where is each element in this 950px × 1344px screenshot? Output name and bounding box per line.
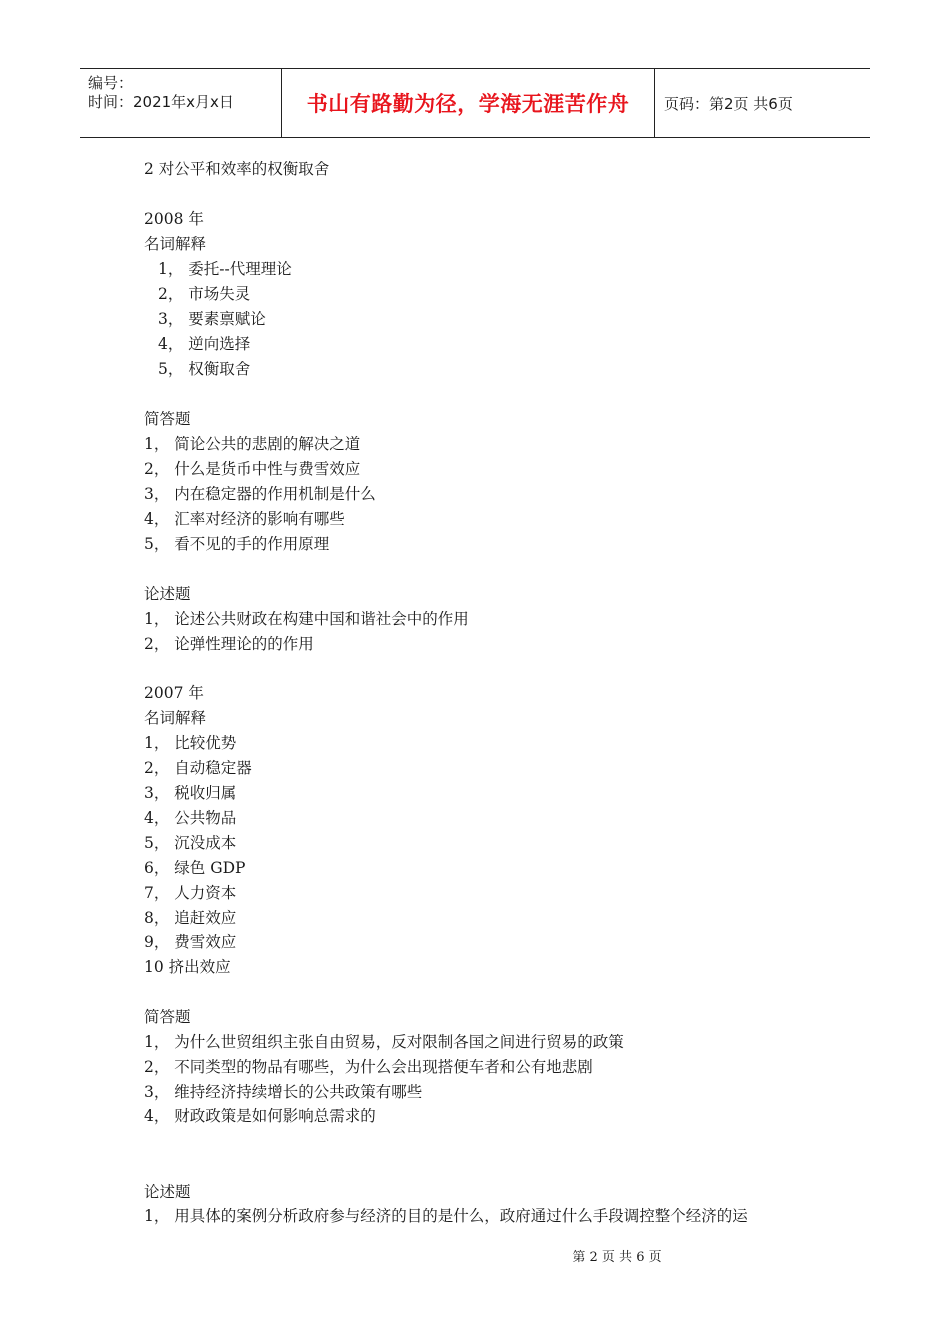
page-footer [0, 1246, 950, 1265]
year-heading: 2007 年 [144, 684, 204, 702]
header-motto-cell [281, 69, 655, 137]
list-item: 9， 费雪效应 [144, 933, 237, 951]
header-page-label: 页码：第2页 共6页 [664, 94, 793, 113]
section-heading: 论述题 [144, 585, 191, 603]
list-item: 5， 沉没成本 [144, 834, 237, 852]
year-heading: 2008 年 [144, 210, 204, 228]
list-item: 1， 比较优势 [144, 734, 237, 752]
list-item: 1， 用具体的案例分析政府参与经济的目的是什么，政府通过什么手段调控整个经济的运 [144, 1207, 748, 1225]
list-item: 4， 逆向选择 [158, 335, 251, 353]
list-item: 1， 简论公共的悲剧的解决之道 [144, 435, 361, 453]
list-item: 2， 论弹性理论的的作用 [144, 635, 314, 653]
header-info-cell [80, 69, 281, 137]
section-heading: 名词解释 [144, 235, 207, 253]
list-item: 8， 追赶效应 [144, 909, 237, 927]
page-number: 第 2 页 共 6 页 [572, 1250, 662, 1265]
list-item: 3， 税收归属 [144, 784, 237, 802]
section-heading: 名词解释 [144, 709, 207, 727]
list-item: 7， 人力资本 [144, 884, 237, 902]
list-item: 2， 不同类型的物品有哪些，为什么会出现搭便车者和公有地悲剧 [144, 1058, 593, 1076]
list-item: 4， 汇率对经济的影响有哪些 [144, 510, 345, 528]
list-item: 4， 公共物品 [144, 809, 237, 827]
list-item: 5， 权衡取舍 [158, 360, 251, 378]
list-item: 10 挤出效应 [144, 958, 231, 976]
list-item: 1， 委托--代理理论 [158, 260, 292, 278]
list-item: 2， 什么是货币中性与费雪效应 [144, 460, 361, 478]
header-motto: 书山有路勤为径，学海无涯苦作舟 [306, 92, 630, 116]
list-item: 2， 市场失灵 [158, 285, 251, 303]
header-page-cell [654, 69, 880, 137]
list-item: 3， 内在稳定器的作用机制是什么 [144, 485, 376, 503]
list-item: 4， 财政政策是如何影响总需求的 [144, 1107, 376, 1125]
section-heading: 论述题 [144, 1183, 191, 1201]
list-item: 3， 维持经济持续增长的公共政策有哪些 [144, 1083, 423, 1101]
list-item: 2， 自动稳定器 [144, 759, 252, 777]
section-heading: 简答题 [144, 410, 191, 428]
page-header [80, 68, 870, 138]
list-item: 1， 为什么世贸组织主张自由贸易，反对限制各国之间进行贸易的政策 [144, 1033, 624, 1051]
document-date-label: 时间：2021年x月x日 [88, 93, 234, 111]
list-item: 3， 要素禀赋论 [158, 310, 266, 328]
topic-line: 2 对公平和效率的权衡取舍 [144, 160, 330, 178]
document-number-label: 编号： [88, 74, 134, 92]
list-item: 1， 论述公共财政在构建中国和谐社会中的作用 [144, 610, 469, 628]
list-item: 5， 看不见的手的作用原理 [144, 535, 330, 553]
list-item: 6， 绿色 GDP [144, 859, 246, 877]
section-heading: 简答题 [144, 1008, 191, 1026]
